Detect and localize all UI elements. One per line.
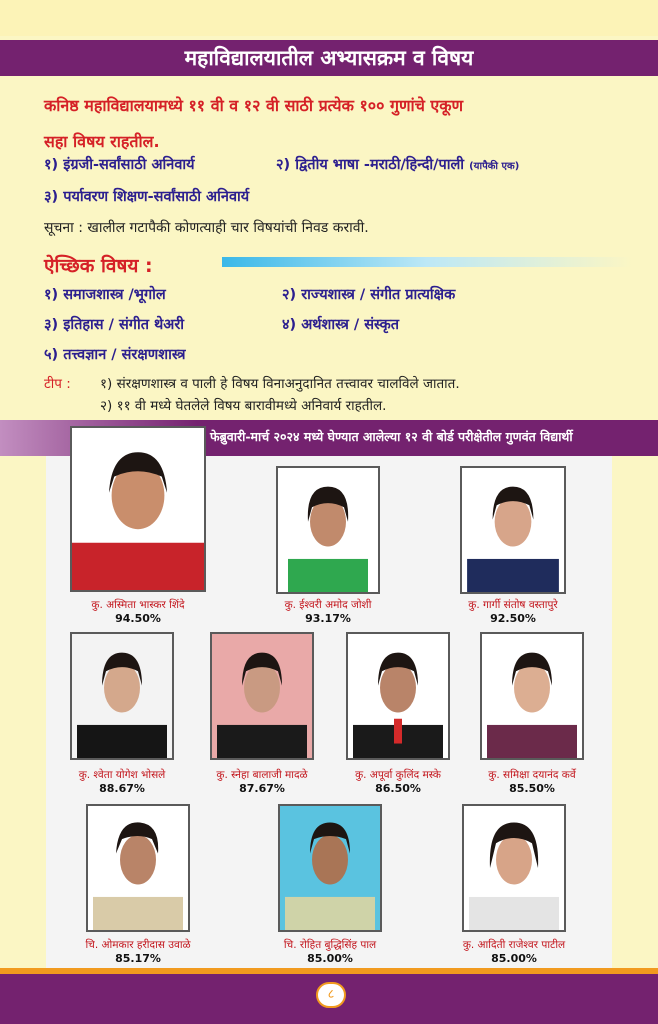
portrait-icon [482,634,582,758]
student-percent-7: 85.50% [509,782,555,795]
intro-text [44,88,634,160]
student-percent-5: 87.67% [239,782,285,795]
page-title: महाविद्यालयातील अभ्यासक्रम व विषय [0,40,658,76]
portrait-icon [278,468,378,592]
portrait-icon [280,806,380,930]
results-title: फेब्रुवारी-मार्च २०२४ मध्ये घेण्यात आलेल्या १२ वी बोर्ड परीक्षेतील गुणवंत विद्यार्थी [210,429,573,444]
tip-label: टीप : [44,376,71,392]
portrait-icon [348,634,448,758]
tip-item-1: १) संरक्षणशास्त्र व पाली हे विषय विनाअनुदानित तत्त्वावर चालविले जातात. [100,376,460,392]
student-name-1: कु. अस्मिता भास्कर शिंदे [91,599,185,611]
portrait-icon [72,428,204,590]
portrait-icon [212,634,312,758]
student-percent-4: 88.67% [99,782,145,795]
student-percent-3: 92.50% [490,612,536,625]
student-percent-10: 85.00% [491,952,537,965]
student-photo-9 [278,804,382,932]
student-name-7: कु. समिक्षा दयानंद कर्वे [488,769,576,781]
elective-item-3: ३) इतिहास / संगीत थेअरी [44,317,185,333]
student-photo-5 [210,632,314,760]
student-photo-1 [70,426,206,592]
page-number: ८ [316,982,346,1008]
student-name-2: कु. ईश्वरी अमोद जोशी [284,599,372,611]
student-percent-6: 86.50% [375,782,421,795]
student-percent-9: 85.00% [307,952,353,965]
subject-2-label: २) द्वितीय भाषा -मराठी/हिन्दी/पाली [276,157,465,173]
portrait-icon [72,634,172,758]
student-photo-2 [276,466,380,594]
student-percent-8: 85.17% [115,952,161,965]
student-photo-7 [480,632,584,760]
student-percent-2: 93.17% [305,612,351,625]
student-photo-8 [86,804,190,932]
intro-line-1: कनिष्ठ महाविद्यालयामध्ये ११ वी व १२ वी साठी प्रत्येक १०० गुणांचे एकूण [44,96,464,115]
intro-line-2: सहा विषय राहतील. [44,132,160,151]
portrait-icon [88,806,188,930]
student-name-3: कु. गार्गी संतोष वस्तापुरे [468,599,558,611]
elective-item-1: १) समाजशास्त्र /भूगोल [44,287,166,303]
elective-item-5: ५) तत्त्वज्ञान / संरक्षणशास्त्र [44,347,186,363]
student-photo-10 [462,804,566,932]
student-name-5: कु. स्नेहा बालाजी मादळे [216,769,308,781]
portrait-icon [464,806,564,930]
elective-decorative-bar [222,257,632,267]
student-name-6: कु. अपूर्वा कुलिंद मस्के [355,769,441,781]
top-decorative-strip [0,0,658,36]
subject-1: १) इंग्रजी-सर्वांसाठी अनिवार्य [44,157,195,173]
student-name-10: कु. आदिती राजेश्वर पाटील [462,939,566,951]
subject-3: ३) पर्यावरण शिक्षण-सर्वांसाठी अनिवार्य [44,189,250,205]
subject-2 [276,154,519,174]
student-photo-4 [70,632,174,760]
student-name-4: कु. श्वेता योगेश भोसले [78,769,166,781]
elective-item-2: २) राज्यशास्त्र / संगीत प्रात्यक्षिक [282,287,456,303]
elective-heading: ऐच्छिक विषय : [44,255,153,277]
portrait-icon [462,468,564,592]
tip-item-2: २) ११ वी मध्ये घेतलेले विषय बारावीमध्ये अनिवार्य राहतील. [100,398,387,414]
student-name-9: चि. रोहित बुद्धिसिंह पाल [283,939,377,951]
student-photo-3 [460,466,566,594]
elective-item-4: ४) अर्थशास्त्र / संस्कृत [282,317,400,333]
subject-2-note: (यापैकी एक) [469,161,520,172]
student-photo-6 [346,632,450,760]
student-percent-1: 94.50% [115,612,161,625]
student-name-8: चि. ओमकार हरीदास उवाळे [85,939,191,951]
note-text: सूचना : खालील गटापैकी कोणत्याही चार विषयांची निवड करावी. [44,220,369,236]
